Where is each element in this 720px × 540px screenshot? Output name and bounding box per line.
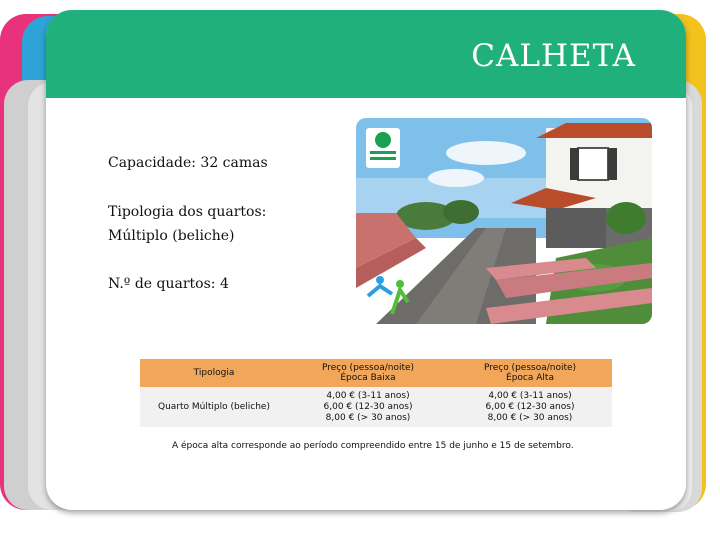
- room-type-value: Múltiplo (beliche): [108, 228, 235, 244]
- price-table: [140, 359, 612, 427]
- table-row: [140, 387, 612, 427]
- price-line: 4,00 € (3-11 anos): [488, 390, 572, 401]
- header-epoca-baixa: [288, 359, 448, 387]
- price-line: 6,00 € (12-30 anos): [485, 401, 575, 412]
- table-header-row: [140, 359, 612, 387]
- price-line: 8,00 € (> 30 anos): [487, 412, 573, 423]
- hostel-photo: [356, 118, 652, 324]
- room-count-text: N.º de quartos: 4: [108, 276, 229, 292]
- header-season-label: Época Baixa: [340, 373, 396, 383]
- slide-header: [46, 10, 686, 98]
- capacity-text: Capacidade: 32 camas: [108, 155, 268, 171]
- price-line: 4,00 € (3-11 anos): [326, 390, 410, 401]
- low-season-cell: [288, 387, 448, 427]
- season-note: A época alta corresponde ao período compreendido entre 15 de junho e 15 de setembro.: [172, 441, 574, 451]
- header-price-label: Preço (pessoa/noite): [483, 363, 577, 373]
- header-tipologia: Tipologia: [140, 359, 288, 387]
- page-title: CALHETA: [471, 38, 636, 74]
- header-epoca-alta: [448, 359, 612, 387]
- room-type-cell: Quarto Múltiplo (beliche): [140, 387, 288, 427]
- header-season-label: Época Alta: [506, 373, 554, 383]
- high-season-cell: [448, 387, 612, 427]
- header-price-label: Preço (pessoa/noite): [321, 363, 415, 373]
- price-line: 8,00 € (> 30 anos): [325, 412, 411, 423]
- slide-card: [46, 10, 686, 510]
- price-line: 6,00 € (12-30 anos): [323, 401, 413, 412]
- room-type-label: Tipologia dos quartos:: [108, 204, 267, 220]
